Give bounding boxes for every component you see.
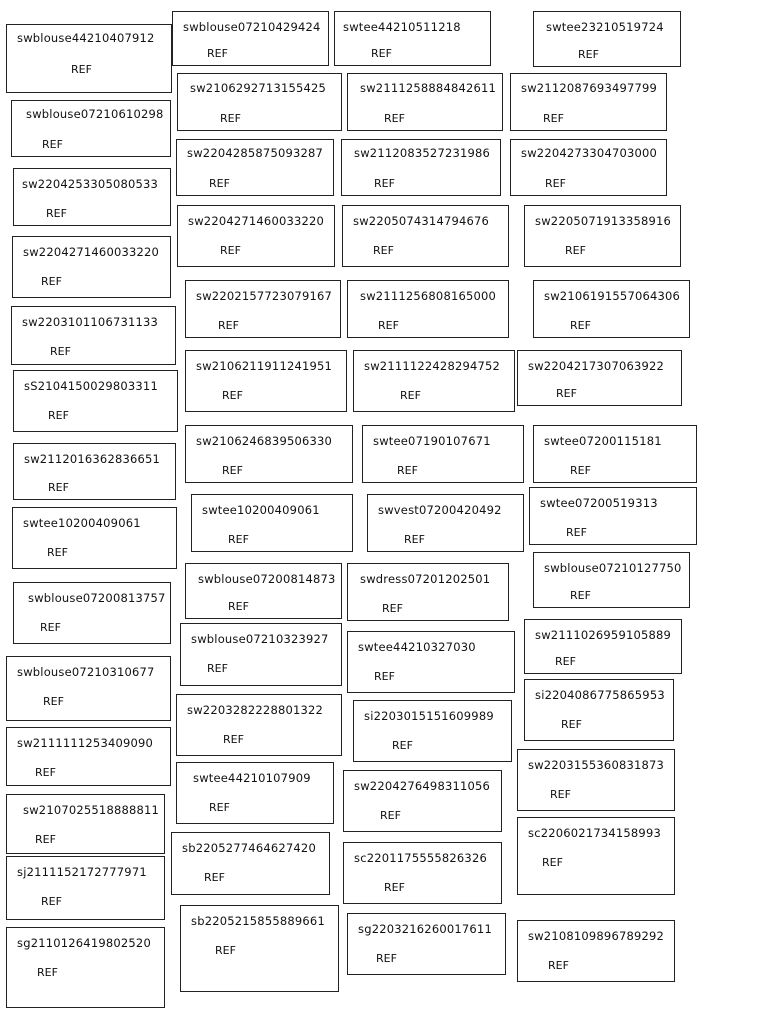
product-label <box>171 832 330 895</box>
product-label <box>529 487 697 545</box>
ref-text: REF <box>207 662 228 675</box>
product-code: sw2204273304703000 <box>521 146 658 160</box>
product-code: sc2201175555826326 <box>354 851 487 865</box>
ref-text: REF <box>41 895 62 908</box>
product-label <box>353 700 512 762</box>
product-label <box>176 762 334 824</box>
ref-text: REF <box>570 464 591 477</box>
product-code: sw2204217307063922 <box>528 359 665 373</box>
ref-text: REF <box>382 602 403 615</box>
product-label <box>6 24 172 93</box>
ref-text: REF <box>384 881 405 894</box>
product-label <box>6 727 171 786</box>
product-label <box>177 73 342 131</box>
ref-text: REF <box>222 389 243 402</box>
product-code: swtee10200409061 <box>23 516 141 530</box>
ref-text: REF <box>404 533 425 546</box>
product-label <box>343 842 502 904</box>
product-code: swtee07190107671 <box>373 434 491 448</box>
product-label <box>517 817 675 895</box>
product-code: sw2108109896789292 <box>528 929 665 943</box>
ref-text: REF <box>48 409 69 422</box>
product-code: sw2203155360831873 <box>528 758 665 772</box>
ref-text: REF <box>43 695 64 708</box>
ref-text: REF <box>397 464 418 477</box>
product-code: sj2111152172777971 <box>17 865 147 879</box>
product-label <box>6 927 165 1008</box>
product-code: sw2204271460033220 <box>188 214 325 228</box>
product-label <box>180 905 339 992</box>
product-code: swblouse07210323927 <box>191 632 329 646</box>
product-code: swvest07200420492 <box>378 503 502 517</box>
ref-text: REF <box>50 345 71 358</box>
product-label <box>11 100 171 157</box>
ref-text: REF <box>228 533 249 546</box>
ref-text: REF <box>222 464 243 477</box>
product-label <box>367 494 524 552</box>
product-label <box>347 73 503 131</box>
ref-text: REF <box>207 47 228 60</box>
ref-text: REF <box>578 48 599 61</box>
product-label <box>13 168 171 226</box>
ref-text: REF <box>228 600 249 613</box>
product-label <box>185 280 341 338</box>
product-code: sw2204276498311056 <box>354 779 491 793</box>
product-code: swtee44210327030 <box>358 640 476 654</box>
ref-text: REF <box>71 63 92 76</box>
product-label <box>334 11 491 66</box>
product-label <box>517 350 682 406</box>
product-code: swdress07201202501 <box>360 572 491 586</box>
product-code: sw2111258884842611 <box>360 81 497 95</box>
product-code: swtee07200519313 <box>540 496 658 510</box>
product-label <box>533 425 697 483</box>
ref-text: REF <box>218 319 239 332</box>
product-label <box>6 656 171 721</box>
product-label <box>341 139 501 196</box>
ref-text: REF <box>400 389 421 402</box>
product-label <box>185 425 353 483</box>
ref-text: REF <box>220 244 241 257</box>
product-label <box>533 11 681 67</box>
ref-text: REF <box>378 319 399 332</box>
product-code: sw2112087693497799 <box>521 81 658 95</box>
product-code: sg2110126419802520 <box>17 936 151 950</box>
product-code: swblouse07200813757 <box>28 591 166 605</box>
product-code: swtee07200115181 <box>544 434 662 448</box>
ref-text: REF <box>46 207 67 220</box>
product-label <box>342 205 509 267</box>
product-code: swtee44210511218 <box>343 20 461 34</box>
ref-text: REF <box>570 589 591 602</box>
ref-text: REF <box>384 112 405 125</box>
product-code: swblouse07210127750 <box>544 561 682 575</box>
product-code: sw2205074314794676 <box>353 214 490 228</box>
product-label <box>533 280 690 338</box>
product-label <box>533 552 690 608</box>
product-code: swblouse07200814873 <box>198 572 336 586</box>
product-code: sw2107025518888811 <box>23 803 160 817</box>
ref-text: REF <box>570 319 591 332</box>
product-label <box>13 370 178 432</box>
product-code: si2203015151609989 <box>364 709 494 723</box>
product-label <box>191 494 353 552</box>
product-label <box>510 73 667 131</box>
product-label <box>362 425 524 483</box>
product-label <box>177 205 335 267</box>
ref-text: REF <box>566 526 587 539</box>
ref-text: REF <box>550 788 571 801</box>
product-code: sw2203101106731133 <box>22 315 159 329</box>
product-code: sb2205215855889661 <box>191 914 325 928</box>
product-code: sw2106191557064306 <box>544 289 681 303</box>
product-label <box>347 563 509 621</box>
ref-text: REF <box>374 177 395 190</box>
ref-text: REF <box>35 833 56 846</box>
product-label <box>6 794 165 854</box>
ref-text: REF <box>37 966 58 979</box>
product-label <box>172 11 329 66</box>
ref-text: REF <box>48 481 69 494</box>
product-label <box>180 623 342 686</box>
product-label <box>353 350 515 412</box>
product-code: sw2111111253409090 <box>17 736 154 750</box>
product-label <box>6 856 165 920</box>
product-label <box>524 619 682 674</box>
ref-text: REF <box>204 871 225 884</box>
ref-text: REF <box>545 177 566 190</box>
ref-text: REF <box>548 959 569 972</box>
product-label <box>524 679 674 741</box>
ref-text: REF <box>556 387 577 400</box>
product-label <box>510 139 667 196</box>
product-code: sw2111122428294752 <box>364 359 501 373</box>
product-label <box>517 749 675 811</box>
ref-text: REF <box>371 47 392 60</box>
product-label <box>343 770 502 832</box>
ref-text: REF <box>215 944 236 957</box>
ref-text: REF <box>392 739 413 752</box>
ref-text: REF <box>542 856 563 869</box>
product-code: sw2106292713155425 <box>190 81 327 95</box>
product-label <box>347 631 515 693</box>
ref-text: REF <box>376 952 397 965</box>
product-code: sw2111026959105889 <box>535 628 672 642</box>
product-label <box>185 563 342 619</box>
product-label <box>12 507 177 569</box>
product-code: sw2106211911241951 <box>196 359 333 373</box>
product-label <box>13 443 176 500</box>
product-label <box>347 280 509 338</box>
product-code: sg2203216260017611 <box>358 922 492 936</box>
product-code: swtee44210107909 <box>193 771 311 785</box>
product-code: sw2111256808165000 <box>360 289 497 303</box>
product-code: swblouse44210407912 <box>17 31 155 45</box>
product-label <box>11 306 176 365</box>
product-code: swtee10200409061 <box>202 503 320 517</box>
product-code: swblouse07210610298 <box>26 107 164 121</box>
product-code: sb2205277464627420 <box>182 841 316 855</box>
ref-text: REF <box>373 244 394 257</box>
product-code: sw2204253305080533 <box>22 177 159 191</box>
product-code: si2204086775865953 <box>535 688 665 702</box>
ref-text: REF <box>35 766 56 779</box>
product-code: sc2206021734158993 <box>528 826 661 840</box>
product-code: sw2204271460033220 <box>23 245 160 259</box>
ref-text: REF <box>209 177 230 190</box>
product-code: sS2104150029803311 <box>24 379 158 393</box>
product-code: swblouse07210310677 <box>17 665 155 679</box>
ref-text: REF <box>223 733 244 746</box>
product-label <box>12 236 171 298</box>
ref-text: REF <box>47 546 68 559</box>
product-code: sw2202157723079167 <box>196 289 333 303</box>
product-code: sw2203282228801322 <box>187 703 324 717</box>
product-code: sw2106246839506330 <box>196 434 333 448</box>
product-label <box>13 582 171 644</box>
ref-text: REF <box>380 809 401 822</box>
product-label <box>176 694 342 756</box>
ref-text: REF <box>220 112 241 125</box>
ref-text: REF <box>543 112 564 125</box>
product-code: sw2204285875093287 <box>187 146 324 160</box>
ref-text: REF <box>555 655 576 668</box>
ref-text: REF <box>374 670 395 683</box>
product-code: swtee23210519724 <box>546 20 664 34</box>
product-code: sw2112016362836651 <box>24 452 161 466</box>
ref-text: REF <box>40 621 61 634</box>
ref-text: REF <box>209 801 230 814</box>
product-label <box>524 205 681 267</box>
product-label <box>185 350 347 412</box>
product-label <box>347 913 506 975</box>
product-code: swblouse07210429424 <box>183 20 321 34</box>
product-label <box>176 139 334 196</box>
ref-text: REF <box>565 244 586 257</box>
product-code: sw2205071913358916 <box>535 214 672 228</box>
ref-text: REF <box>41 275 62 288</box>
product-code: sw2112083527231986 <box>354 146 491 160</box>
ref-text: REF <box>42 138 63 151</box>
product-label <box>517 920 675 982</box>
ref-text: REF <box>561 718 582 731</box>
